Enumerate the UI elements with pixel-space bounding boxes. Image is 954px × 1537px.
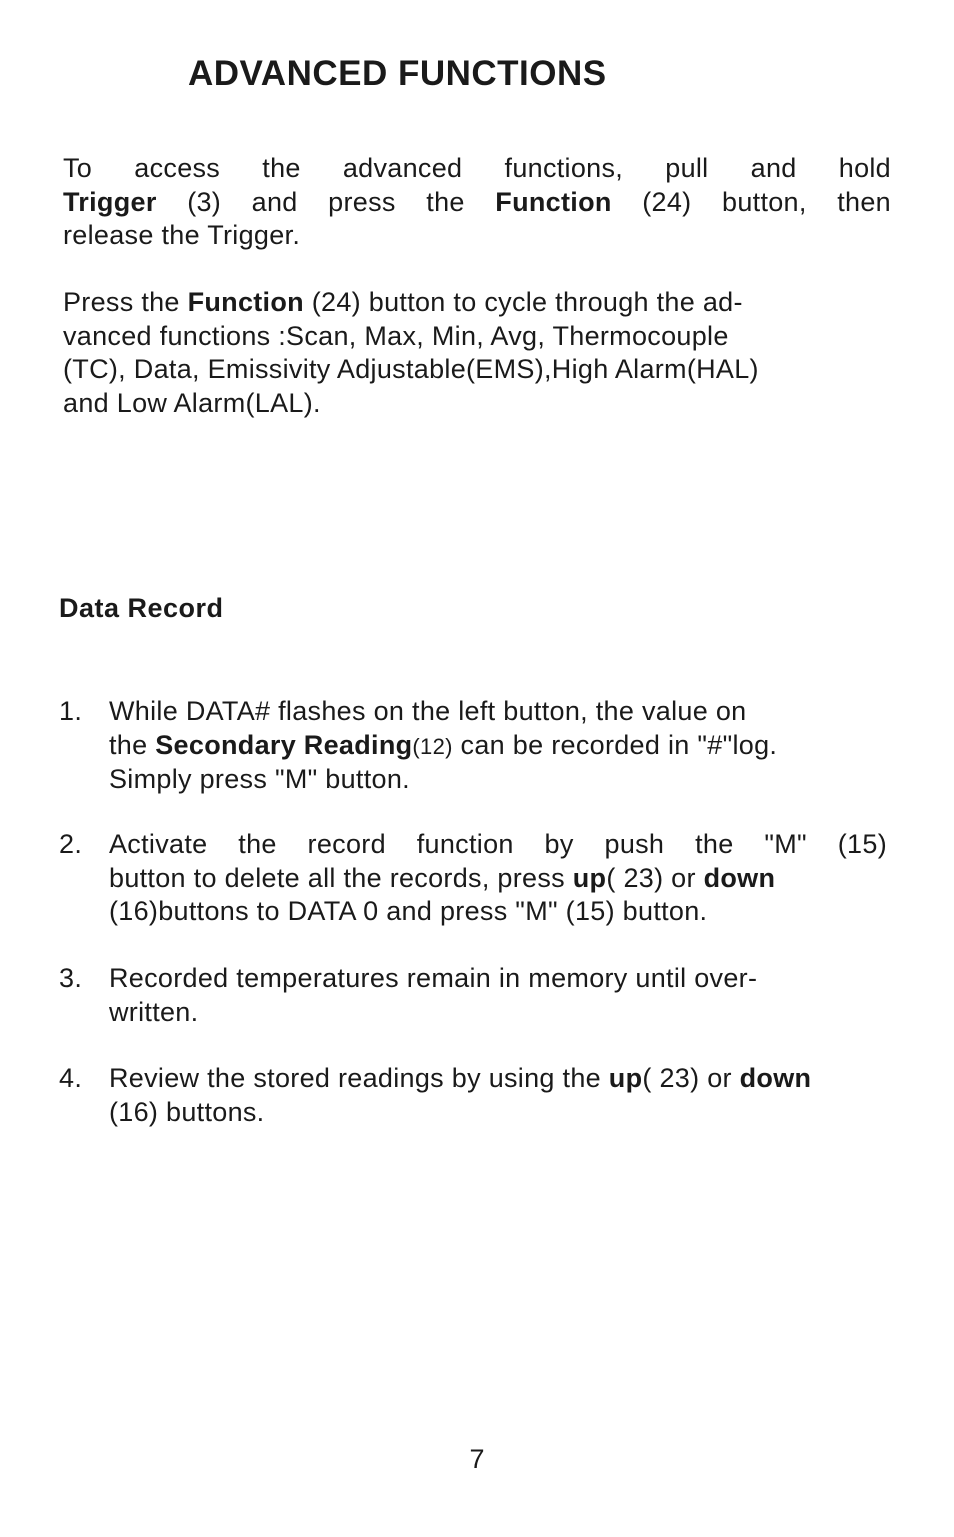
secondary-reading-label: Secondary Reading bbox=[155, 729, 413, 760]
item-4-line-1-pre: Review the stored readings by using the bbox=[109, 1063, 609, 1093]
list-item-number: 3. bbox=[59, 963, 83, 993]
intro-p1-line-2-text-b: (24) button, then bbox=[611, 186, 891, 217]
up-label-2: up bbox=[608, 1063, 643, 1093]
list-item bbox=[59, 828, 927, 929]
intro-p1-line-1: To access the advanced functions, pull and hold bbox=[63, 153, 891, 183]
item-2-line-2-pre: button to delete all the records, press bbox=[109, 862, 573, 893]
list-item-number: 4. bbox=[59, 1063, 83, 1093]
item-1-line-2-post: can be recorded in "#"log. bbox=[452, 729, 778, 760]
list-item-body bbox=[109, 828, 887, 929]
item-4-line-1 bbox=[109, 1062, 927, 1096]
list-item bbox=[59, 1062, 927, 1129]
intro-p2-line-1-post: (24) button to cycle through the ad- bbox=[303, 287, 743, 317]
list-item bbox=[59, 962, 927, 1029]
function-label-2: Function bbox=[187, 287, 304, 317]
list-item bbox=[59, 695, 927, 797]
page-title: ADVANCED FUNCTIONS bbox=[188, 54, 607, 93]
item-3-line-1: Recorded temperatures remain in memory until over- bbox=[109, 963, 758, 993]
item-1-line-2-pre: the bbox=[109, 729, 156, 760]
item-2-line-2 bbox=[109, 862, 887, 896]
intro-p2-line-3: (TC), Data, Emissivity Adjustable(EMS),High Alarm(HAL) bbox=[63, 354, 759, 384]
intro-paragraph-2 bbox=[63, 286, 891, 420]
secondary-reading-ref: (12) bbox=[412, 733, 453, 759]
intro-p2-line-2: vanced functions :Scan, Max, Min, Avg, Thermocouple bbox=[63, 320, 729, 351]
item-2-line-2-mid: ( 23) or bbox=[606, 862, 704, 893]
intro-p2-line-1 bbox=[63, 286, 891, 320]
list-item-body bbox=[109, 1062, 927, 1129]
item-2-line-1: Activate the record function by push the "M" (15) bbox=[109, 829, 887, 859]
list-item-number: 1. bbox=[59, 696, 83, 726]
item-4-line-1-mid: ( 23) or bbox=[642, 1063, 740, 1093]
up-label: up bbox=[572, 862, 607, 893]
item-1-line-3: Simply press "M" button. bbox=[109, 764, 410, 794]
list-item-body bbox=[109, 695, 927, 797]
trigger-label: Trigger bbox=[63, 186, 157, 217]
list-item-number: 2. bbox=[59, 829, 83, 859]
page-number: 7 bbox=[469, 1444, 485, 1474]
item-4-line-2: (16) buttons. bbox=[109, 1096, 265, 1127]
down-label: down bbox=[703, 862, 776, 893]
intro-p1-line-2 bbox=[63, 186, 891, 220]
section-heading-data-record: Data Record bbox=[59, 593, 224, 623]
item-1-line-1: While DATA# flashes on the left button, the value on bbox=[109, 696, 747, 726]
intro-p2-line-1-pre: Press the bbox=[63, 287, 188, 317]
function-label: Function bbox=[495, 186, 612, 217]
item-3-line-2: written. bbox=[109, 996, 199, 1027]
intro-p1-line-3: release the Trigger. bbox=[63, 220, 301, 250]
intro-p2-line-4: and Low Alarm(LAL). bbox=[63, 387, 321, 418]
down-label-2: down bbox=[739, 1063, 812, 1093]
list-item-body bbox=[109, 962, 927, 1029]
intro-paragraph-1 bbox=[63, 152, 891, 253]
item-1-line-2 bbox=[109, 729, 927, 764]
item-2-line-3: (16)buttons to DATA 0 and press "M" (15) button. bbox=[109, 896, 708, 926]
intro-p1-line-2-text-a: (3) and press the bbox=[156, 186, 496, 217]
